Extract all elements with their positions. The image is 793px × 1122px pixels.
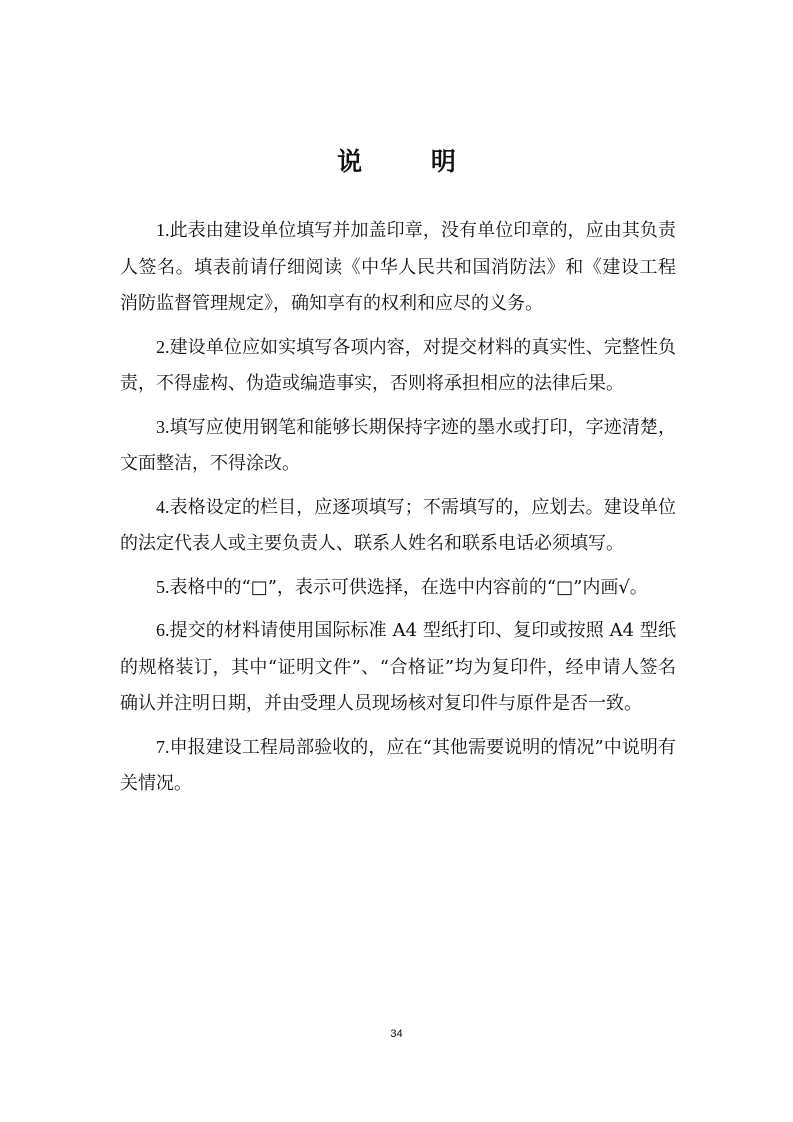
instruction-paragraph-2 (120, 329, 676, 403)
paragraph-number: 1. (156, 220, 170, 240)
paragraph-number: 4. (156, 496, 170, 517)
paragraph-text: 提交的材料请使用国际标准 A4 型纸打印、复印或按照 A4 型纸的规格装订，其中“证明文件”、“合格证”均为复印件，经申请人签名确认并注明日期，并由受理人员现场核对复印件与原件是否一致。 (120, 620, 676, 714)
paragraph-text: 表格设定的栏目，应逐项填写；不需填写的，应划去。建设单位的法定代表人或主要负责人、联系人姓名和联系电话必须填写。 (120, 496, 676, 554)
paragraph-text: 此表由建设单位填写并加盖印章，没有单位印章的，应由其负责人签名。填表前请仔细阅读《中华人民共和国消防法》和《建设工程消防监督管理规定》，确知享有的权利和应尽的义务。 (120, 220, 676, 314)
paragraph-number: 2. (156, 336, 170, 357)
instruction-paragraph-4 (120, 489, 676, 563)
paragraph-number: 5. (156, 576, 170, 597)
paragraph-text: 建设单位应如实填写各项内容，对提交材料的真实性、完整性负责，不得虚构、伪造或编造事实，否则将承担相应的法律后果。 (120, 336, 676, 394)
instruction-paragraph-6 (120, 612, 676, 723)
paragraph-text: 填写应使用钢笔和能够长期保持字迹的墨水或打印，字迹清楚，文面整洁，不得涂改。 (120, 416, 676, 474)
instructions-body (120, 212, 676, 809)
instruction-paragraph-7 (120, 729, 676, 803)
paragraph-number: 7. (156, 736, 170, 757)
paragraph-text: 表格中的“□”，表示可供选择，在选中内容前的“□”内画√。 (169, 576, 648, 598)
page-number: 34 (390, 1028, 403, 1040)
instruction-paragraph-3 (120, 409, 676, 483)
paragraph-text: 申报建设工程局部验收的，应在“其他需要说明的情况”中说明有关情况。 (120, 736, 676, 794)
instruction-paragraph-5 (120, 569, 676, 607)
paragraph-number: 6. (156, 620, 170, 640)
instruction-paragraph-1 (120, 212, 676, 323)
paragraph-number: 3. (156, 416, 170, 437)
page-title: 说 明 (337, 147, 486, 176)
